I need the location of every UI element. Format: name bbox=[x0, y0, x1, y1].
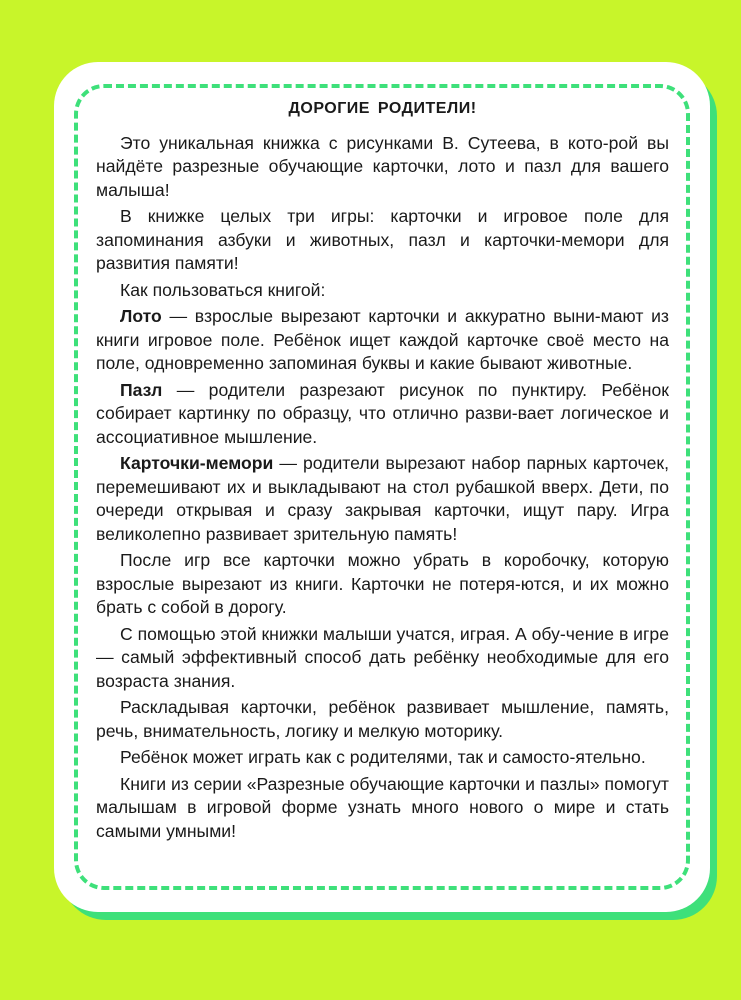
paragraph bbox=[96, 452, 669, 546]
paragraph bbox=[96, 132, 669, 203]
paragraph bbox=[96, 379, 669, 450]
paragraph-text: — взрослые вырезают карточки и аккуратно выни-мают из книги игровое поле. Ребёнок ищет каждой карточке своё место на поле, одновременно запоминая буквы и какие бывают животные. bbox=[96, 306, 669, 373]
letter-content bbox=[96, 97, 669, 846]
paragraph-text: Ребёнок может играть как с родителями, так и самосто-ятельно. bbox=[120, 747, 646, 767]
paragraph bbox=[96, 549, 669, 620]
paragraph bbox=[96, 279, 669, 303]
paragraph-text: Книги из серии «Разрезные обучающие карточки и пазлы» помогут малышам в игровой форме узнать много нового о мире и стать самыми умными! bbox=[96, 773, 669, 841]
page-title: ДОРОГИЕ РОДИТЕЛИ! bbox=[288, 100, 477, 117]
paragraph-list bbox=[96, 132, 669, 844]
paragraph bbox=[96, 305, 669, 376]
paragraph-text: В книжке целых три игры: карточки и игровое поле для запоминания азбуки и животных, пазл и карточки-мемори для развития памяти! bbox=[96, 206, 669, 273]
paragraph-text: Как пользоваться книгой: bbox=[120, 279, 326, 300]
paragraph-text: С помощью этой книжки малыши учатся, играя. А обу-чение в игре — самый эффективный способ дать ребёнку необходимые для его возраста знания. bbox=[96, 623, 669, 691]
paragraph-text: После игр все карточки можно убрать в коробочку, которую взрослые вырезают из книги. Карточки не потеря-ются, и их можно брать с собой в дорогу. bbox=[96, 550, 669, 617]
paragraph bbox=[96, 205, 669, 276]
paragraph-text: — родители вырезают набор парных карточек, перемешивают их и выкладывают на стол рубашкой вверх. Дети, по очереди открывая и сразу закрывая карточки, ищут пару. Игра великолепно развивает зрительную память! bbox=[96, 453, 669, 544]
paragraph-text: Это уникальная книжка с рисунками В. Сутеева, в кото-рой вы найдёте разрезные обучающие карточки, лото и пазл для вашего малыша! bbox=[96, 132, 669, 200]
paragraph-text: Раскладывая карточки, ребёнок развивает мышление, память, речь, внимательность, логику и мелкую моторику. bbox=[96, 697, 669, 741]
paragraph-text: — родители разрезают рисунок по пунктиру. Ребёнок собирает картинку по образцу, что отлично разви-вает логическое и ассоциативное мышление. bbox=[96, 379, 669, 447]
paragraph bbox=[96, 773, 669, 844]
paragraph bbox=[96, 746, 669, 770]
paragraph bbox=[96, 623, 669, 694]
paragraph-lead: Пазл bbox=[120, 379, 163, 400]
paragraph bbox=[96, 696, 669, 743]
paragraph-lead: Лото bbox=[120, 306, 162, 326]
paragraph-lead: Карточки-мемори bbox=[120, 453, 274, 473]
